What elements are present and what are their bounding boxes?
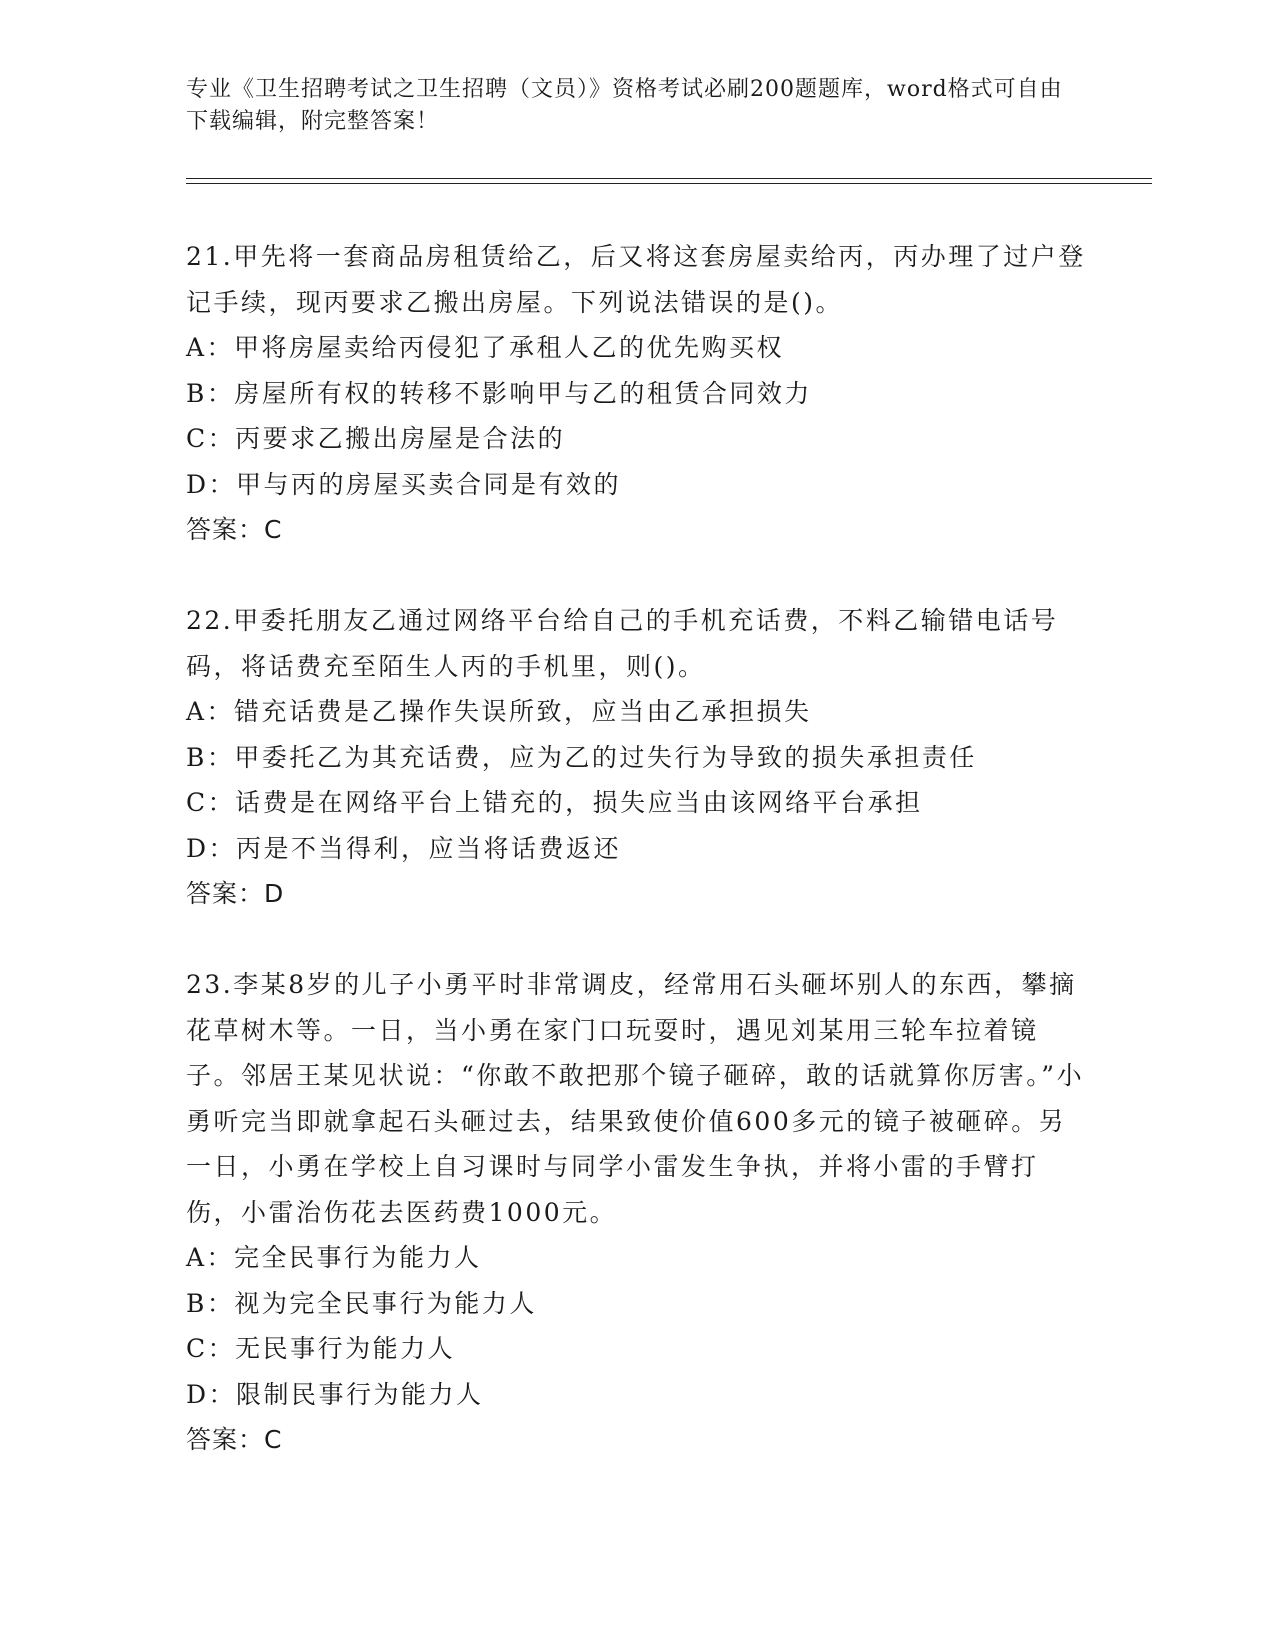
header-divider-top [186,178,1152,179]
document-header [186,74,1066,138]
question-stem: 21.甲先将一套商品房租赁给乙，后又将这套房屋卖给丙，丙办理了过户登记手续，现丙要求乙搬出房屋。下列说法错误的是()。 [186,242,1086,317]
option-d: D：甲与丙的房屋买卖合同是有效的 [186,469,622,499]
option-a: A：完全民事行为能力人 [186,1243,482,1272]
header-intro-text: 专业《卫生招聘考试之卫生招聘（文员）》资格考试必刷200题题库，word格式可自由下载编辑，附完整答案！ [186,77,1063,134]
question-22 [186,598,1086,917]
option-a: A：错充话费是乙操作失误所致，应当由乙承担损失 [186,697,812,726]
option-c: C：无民事行为能力人 [186,1334,456,1363]
option-c: C：丙要求乙搬出房屋是合法的 [186,424,566,453]
question-21 [186,234,1086,553]
option-b: B：视为完全民事行为能力人 [186,1288,537,1318]
option-b: B：房屋所有权的转移不影响甲与乙的租赁合同效力 [186,378,812,408]
answer-label: 答案：C [186,1425,283,1454]
option-a: A：甲将房屋卖给丙侵犯了承租人乙的优先购买权 [186,333,785,362]
option-c: C：话费是在网络平台上错充的，损失应当由该网络平台承担 [186,788,923,817]
option-d: D：限制民事行为能力人 [186,1379,484,1409]
answer-label: 答案：D [186,879,285,908]
question-stem: 22.甲委托朋友乙通过网络平台给自己的手机充话费，不料乙输错电话号码，将话费充至陌生人丙的手机里，则()。 [186,606,1059,681]
answer-label: 答案：C [186,515,283,544]
question-stem: 23.李某8岁的儿子小勇平时非常调皮，经常用石头砸坏别人的东西，攀摘花草树木等。一日，当小勇在家门口玩耍时，遇见刘某用三轮车拉着镜子。邻居王某见状说：“你敢不敢把那个镜子砸碎，敢的话就算你厉害。”小勇听完当即就拿起石头砸过去，结果致使价值600多元的镜子被砸碎。另一日，小勇在学校上自习课时与同学小雷发生争执，并将小雷的手臂打伤，小雷治伤花去医药费1000元。 [186,970,1085,1227]
option-b: B：甲委托乙为其充话费，应为乙的过失行为导致的损失承担责任 [186,742,977,772]
header-divider-bottom [186,183,1152,184]
option-d: D：丙是不当得利，应当将话费返还 [186,833,622,863]
question-23 [186,962,1086,1463]
